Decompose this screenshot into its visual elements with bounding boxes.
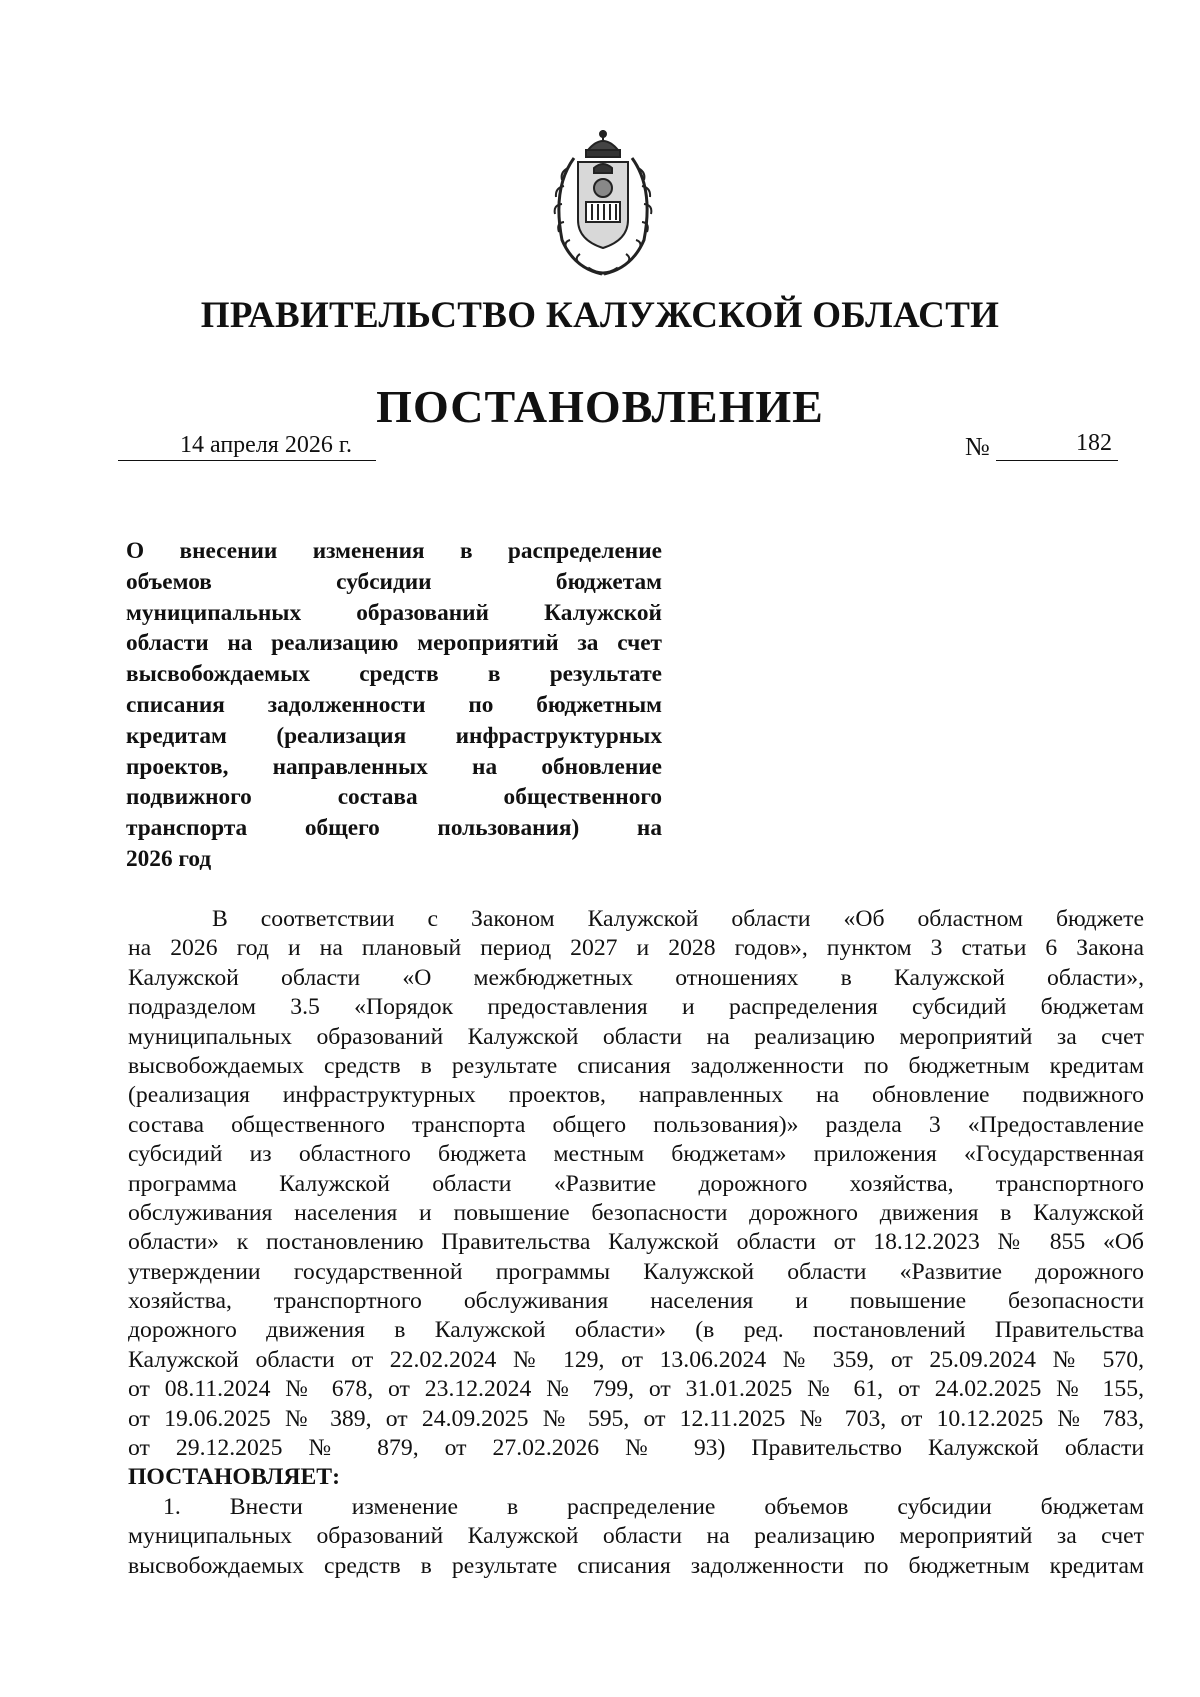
body-line: подразделом 3.5 «Порядок предоставления и распределения субсидий бюджетам xyxy=(128,994,1144,1021)
resolves-heading: ПОСТАНОВЛЯЕТ: xyxy=(128,1464,340,1491)
subject-line: высвобождаемых средств в результате xyxy=(126,661,662,688)
subject-line: О внесении изменения в распределение xyxy=(126,538,662,564)
item-1-line: 1. Внести изменение в распределение объемов субсидии бюджетам xyxy=(163,1493,1144,1520)
document-date-field xyxy=(118,432,376,461)
document-body xyxy=(128,905,1144,1581)
body-line: субсидий из областного бюджета местным бюджетам» приложения «Государственная xyxy=(128,1141,1144,1168)
item-1-line: высвобождаемых средств в результате списания задолженности по бюджетным кредитам xyxy=(128,1552,1144,1579)
body-line: Калужской области «О межбюджетных отношениях в Калужской области», xyxy=(128,964,1144,991)
body-line: (реализация инфраструктурных проектов, направленных на обновление подвижного xyxy=(128,1082,1144,1109)
body-line: от 08.11.2024 № 678, от 23.12.2024 № 799, от 31.01.2025 № 61, от 24.02.2025 № 155, xyxy=(128,1376,1144,1403)
subject-line: проектов, направленных на обновление xyxy=(126,753,662,780)
body-line: состава общественного транспорта общего пользования)» раздела 3 «Предоставление xyxy=(128,1111,1144,1138)
document-subject xyxy=(126,536,662,875)
document-number-field xyxy=(996,432,1118,461)
body-line: Калужской области от 22.02.2024 № 129, от 13.06.2024 № 359, от 25.09.2024 № 570, xyxy=(128,1346,1144,1373)
document-number-label: № xyxy=(965,432,990,461)
subject-line: подвижного состава общественного xyxy=(126,784,662,811)
body-line: высвобождаемых средств в результате списания задолженности по бюджетным кредитам xyxy=(128,1052,1144,1079)
item-1-line: муниципальных образований Калужской области на реализацию мероприятий за счет xyxy=(128,1523,1144,1550)
subject-line: списания задолженности по бюджетным xyxy=(126,691,662,718)
subject-line: муниципальных образований Калужской xyxy=(126,599,662,626)
body-line: хозяйства, транспортного обслуживания населения и повышение безопасности xyxy=(128,1288,1144,1315)
subject-line: транспорта общего пользования) на xyxy=(126,815,662,842)
coat-of-arms-icon xyxy=(538,128,668,278)
body-line: области» к постановлению Правительства Калужской области от 18.12.2023 № 855 «Об xyxy=(128,1229,1144,1256)
subject-line: кредитам (реализация инфраструктурных xyxy=(126,722,662,749)
body-line: дорожного движения в Калужской области» (в ред. постановлений Правительства xyxy=(128,1317,1144,1344)
body-line: от 29.12.2025 № 879, от 27.02.2026 № 93) Правительство Калужской области xyxy=(128,1435,1144,1462)
body-line: муниципальных образований Калужской области на реализацию мероприятий за счет xyxy=(128,1023,1144,1050)
body-line: В соответствии с Законом Калужской области «Об областном бюджете xyxy=(212,906,1144,932)
government-title: ПРАВИТЕЛЬСТВО КАЛУЖСКОЙ ОБЛАСТИ xyxy=(200,295,1000,336)
body-line: обслуживания населения и повышение безопасности дорожного движения в Калужской xyxy=(128,1199,1144,1226)
document-date: 14 апреля 2026 г. xyxy=(180,432,352,458)
body-line: на 2026 год и на плановый период 2027 и 2028 годов», пунктом 3 статьи 6 Закона xyxy=(128,935,1144,962)
subject-line: объемов субсидии бюджетам xyxy=(126,568,662,595)
subject-line: области на реализацию мероприятий за счет xyxy=(126,630,662,657)
document-type-title: ПОСТАНОВЛЕНИЕ xyxy=(376,381,824,432)
body-line: утверждении государственной программы Калужской области «Развитие дорожного xyxy=(128,1258,1144,1285)
body-line: от 19.06.2025 № 389, от 24.09.2025 № 595, от 12.11.2025 № 703, от 10.12.2025 № 783, xyxy=(128,1405,1144,1432)
body-line: программа Калужской области «Развитие дорожного хозяйства, транспортного xyxy=(128,1170,1144,1197)
document-number: 182 xyxy=(1076,430,1112,456)
subject-line: 2026 год xyxy=(126,845,212,872)
